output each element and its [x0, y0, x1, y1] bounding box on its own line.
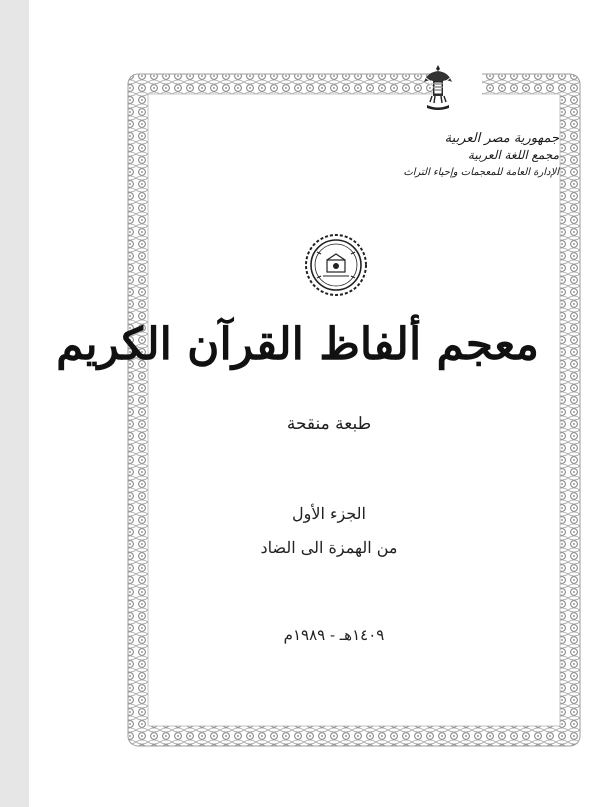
document-page	[29, 0, 604, 807]
book-title: معجم ألفاظ القرآن الكريم	[56, 319, 539, 370]
header-line-academy: مجمع اللغة العربية	[467, 148, 559, 162]
academy-seal-icon	[303, 232, 369, 298]
institution-header	[339, 130, 559, 181]
eagle-emblem-icon	[422, 62, 454, 112]
header-line-country: جمهورية مصر العربية	[444, 131, 559, 146]
header-line-department: الإدارة العامة للمعجمات وإحياء التراث	[403, 167, 559, 178]
volume-range-label: من الهمزة الى الضاد	[260, 538, 398, 557]
edition-label: طبعة منقحة	[286, 414, 372, 434]
publication-date: ١٤٠٩هـ - ١٩٨٩م	[283, 626, 385, 644]
volume-part-label: الجزء الأول	[291, 504, 366, 523]
